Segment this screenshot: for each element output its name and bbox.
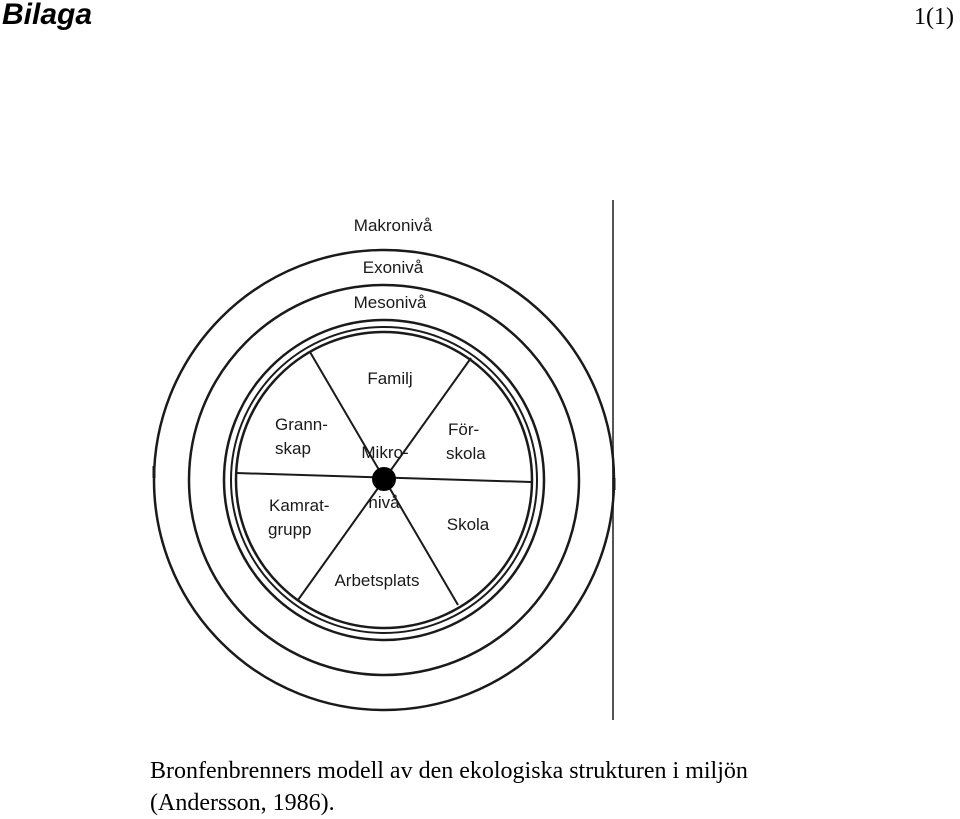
sector-label-kamratgrupp-line1: Kamrat- [269,496,330,515]
figure-caption-line2: (Andersson, 1986). [150,790,335,816]
sector-label-forskola-line2: skola [446,444,486,463]
micro-level-label-line1: Mikro- [361,443,409,462]
center-dot [372,467,396,491]
sector-label-grannskap-line1: Grann- [275,415,328,434]
meso-level-label: Mesonivå [353,293,427,312]
sector-label-grannskap-line2: skap [275,439,311,458]
macro-level-label: Makronivå [353,216,433,235]
sector-label-familj: Familj [367,369,413,388]
exo-level-label: Exonivå [362,258,424,277]
sector-label-kamratgrupp-line2: grupp [268,520,312,539]
page-title: Bilaga [2,0,93,31]
micro-level-label-line2: nivå [368,493,400,512]
sector-label-arbetsplats: Arbetsplats [334,571,420,590]
sector-label-skola: Skola [446,515,490,534]
sector-label-forskola-line1: För- [448,420,480,439]
page-number: 1(1) [914,4,954,30]
figure-caption-line1: Bronfenbrenners modell av den ekologiska strukturen i miljön [150,758,748,784]
figure-caption [150,755,930,819]
